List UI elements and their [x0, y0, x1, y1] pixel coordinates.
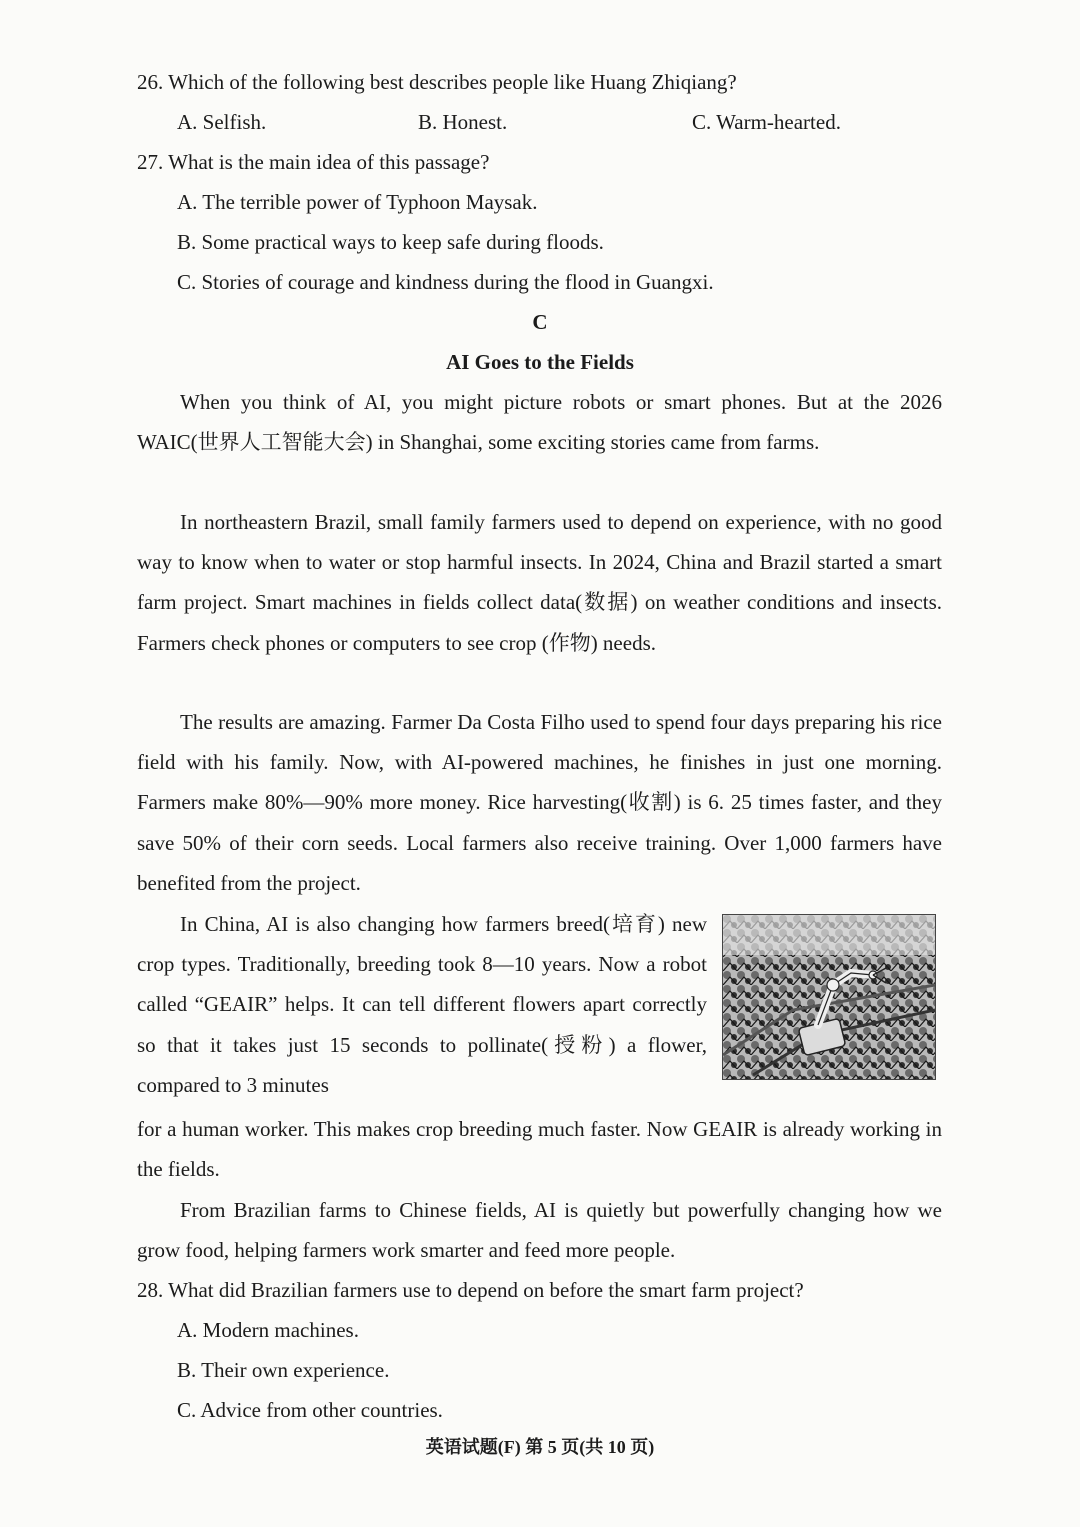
question-28-option-a: A. Modern machines. [177, 1318, 359, 1342]
question-26-option-a: A. Selfish. [177, 110, 267, 134]
question-27-option-c: C. Stories of courage and kindness during the flood in Guangxi. [177, 270, 714, 294]
question-28-option-c: C. Advice from other countries. [177, 1398, 443, 1422]
page-footer: 英语试题(F) 第 5 页(共 10 页) [425, 1437, 655, 1457]
passage-title: AI Goes to the Fields [446, 350, 634, 374]
passage-paragraph-4-wrapped: In China, AI is also changing how farmers breed(培育) new crop types. Traditionally, breeding took 8—10 years. Now a robot called “GEAIR” helps. It can tell different flowers apart correctly so that it takes just 15 seconds to pollinate(授粉) a flower, compared to 3 minutes [137, 912, 707, 1097]
question-26-option-b: B. Honest. [418, 110, 508, 134]
question-27-option-b: B. Some practical ways to keep safe during floods. [177, 230, 604, 254]
question-28-option-b: B. Their own experience. [177, 1358, 390, 1382]
passage-paragraph-1: When you think of AI, you might picture robots or smart phones. But at the 2026 WAIC(世界人工智能大会) in Shanghai, some exciting stories came from farms. [137, 390, 942, 455]
question-27-option-a: A. The terrible power of Typhoon Maysak. [177, 190, 538, 214]
passage-paragraph-4-continued: for a human worker. This makes crop breeding much faster. Now GEAIR is already working in the fields. [137, 1117, 942, 1182]
question-28-stem: 28. What did Brazilian farmers use to depend on before the smart farm project? [137, 1278, 804, 1302]
question-26-option-c: C. Warm-hearted. [692, 110, 841, 134]
passage-paragraph-2: In northeastern Brazil, small family farmers used to depend on experience, with no good way to know when to water or stop harmful insects. In 2024, China and Brazil started a smart farm project. Smart machines in fields collect data(数据) on weather conditions and insects. Farmers check phones or computers to see crop (作物) needs. [137, 510, 942, 655]
question-26-stem: 26. Which of the following best describes people like Huang Zhiqiang? [137, 70, 737, 94]
question-27-stem: 27. What is the main idea of this passage? [137, 150, 490, 174]
passage-paragraph-3: The results are amazing. Farmer Da Costa Filho used to spend four days preparing his rice field with his family. Now, with AI-powered machines, he finishes in just one morning. Farmers make 80%—90% more money. Rice harvesting(收割) is 6. 25 times faster, and they save 50% of their corn seeds. Local farmers also receive training. Over 1,000 farmers have benefited from the project. [137, 710, 942, 895]
passage-paragraph-5: From Brazilian farms to Chinese fields, AI is quietly but powerfully changing how we grow food, helping farmers work smarter and feed more people. [137, 1198, 942, 1263]
geair-robot-photo [722, 914, 936, 1080]
robot-illustration [723, 915, 935, 1079]
section-letter: C [532, 310, 548, 334]
